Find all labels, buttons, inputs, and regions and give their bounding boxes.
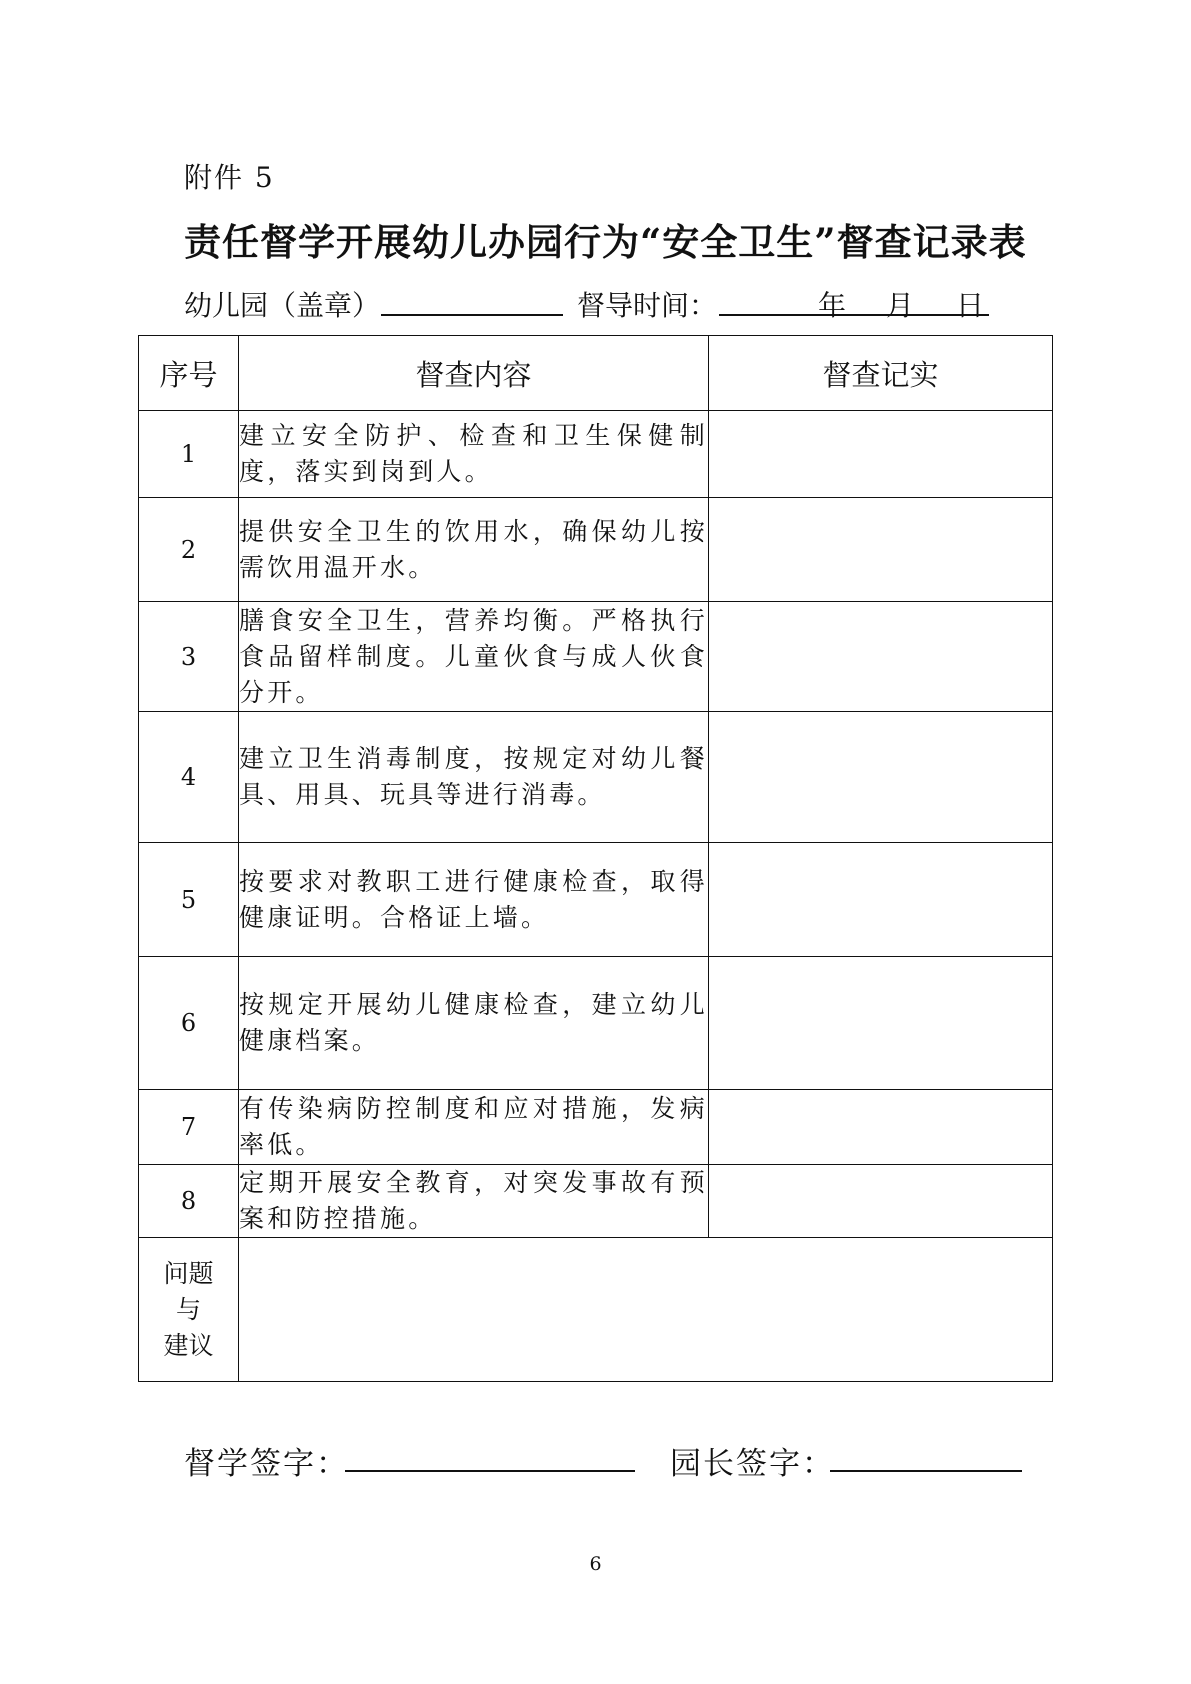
row-record-cell[interactable] bbox=[709, 957, 1053, 1090]
row-record-cell[interactable] bbox=[709, 411, 1053, 498]
inspection-record-table bbox=[138, 335, 1053, 1382]
row-number: 5 bbox=[139, 843, 239, 957]
row-record-cell[interactable] bbox=[709, 1090, 1053, 1165]
row-record-cell[interactable] bbox=[709, 1165, 1053, 1238]
date-year-label: 年 bbox=[818, 289, 847, 322]
row-content: 建立卫生消毒制度，按规定对幼儿餐具、用具、玩具等进行消毒。 bbox=[239, 712, 709, 843]
principal-signature-label: 园长签字： bbox=[670, 1446, 835, 1482]
header-record: 督查记实 bbox=[709, 336, 1053, 411]
table-row bbox=[139, 843, 1053, 957]
row-content: 定期开展安全教育，对突发事故有预案和防控措施。 bbox=[239, 1165, 709, 1238]
page-title: 责任督学开展幼儿办园行为“安全卫生”督查记录表 bbox=[184, 220, 1027, 264]
issues-row bbox=[139, 1238, 1053, 1382]
row-content: 建立安全防护、检查和卫生保健制度，落实到岗到人。 bbox=[239, 411, 709, 498]
issues-label bbox=[139, 1238, 239, 1382]
table-row bbox=[139, 411, 1053, 498]
table-header-row bbox=[139, 336, 1053, 411]
row-number: 3 bbox=[139, 602, 239, 712]
inspection-time-label: 督导时间： bbox=[577, 289, 718, 322]
supervisor-signature-label: 督学签字： bbox=[184, 1446, 349, 1482]
table-row bbox=[139, 498, 1053, 602]
row-content: 膳食安全卫生，营养均衡。严格执行食品留样制度。儿童伙食与成人伙食分开。 bbox=[239, 602, 709, 712]
row-record-cell[interactable] bbox=[709, 602, 1053, 712]
issues-label-line: 建议 bbox=[163, 1330, 214, 1360]
table-row bbox=[139, 1090, 1053, 1165]
kindergarten-name-field[interactable] bbox=[381, 314, 563, 316]
issues-label-line: 问题 bbox=[163, 1258, 214, 1288]
meta-line bbox=[184, 284, 1004, 320]
row-record-cell[interactable] bbox=[709, 712, 1053, 843]
row-record-cell[interactable] bbox=[709, 498, 1053, 602]
row-content: 按要求对教职工进行健康检查，取得健康证明。合格证上墙。 bbox=[239, 843, 709, 957]
row-number: 7 bbox=[139, 1090, 239, 1165]
row-record-cell[interactable] bbox=[709, 843, 1053, 957]
inspection-date-field[interactable] bbox=[719, 314, 989, 316]
table-row bbox=[139, 602, 1053, 712]
kindergarten-stamp-label: 幼儿园（盖章） bbox=[184, 289, 381, 322]
supervisor-signature-field[interactable] bbox=[345, 1470, 635, 1472]
row-number: 6 bbox=[139, 957, 239, 1090]
table-row bbox=[139, 712, 1053, 843]
issues-label-line: 与 bbox=[175, 1294, 201, 1324]
header-content: 督查内容 bbox=[239, 336, 709, 411]
table-row bbox=[139, 957, 1053, 1090]
date-month-label: 月 bbox=[886, 289, 915, 322]
page-number: 6 bbox=[589, 1553, 602, 1575]
attachment-label: 附件 5 bbox=[184, 161, 275, 194]
date-day-label: 日 bbox=[956, 289, 985, 322]
row-number: 2 bbox=[139, 498, 239, 602]
table-row bbox=[139, 1165, 1053, 1238]
row-content: 提供安全卫生的饮用水，确保幼儿按需饮用温开水。 bbox=[239, 498, 709, 602]
row-number: 1 bbox=[139, 411, 239, 498]
issues-input-cell[interactable] bbox=[239, 1238, 1053, 1382]
principal-signature-field[interactable] bbox=[830, 1470, 1022, 1472]
row-number: 8 bbox=[139, 1165, 239, 1238]
header-no: 序号 bbox=[139, 336, 239, 411]
row-content: 按规定开展幼儿健康检查，建立幼儿健康档案。 bbox=[239, 957, 709, 1090]
row-number: 4 bbox=[139, 712, 239, 843]
row-content: 有传染病防控制度和应对措施，发病率低。 bbox=[239, 1090, 709, 1165]
